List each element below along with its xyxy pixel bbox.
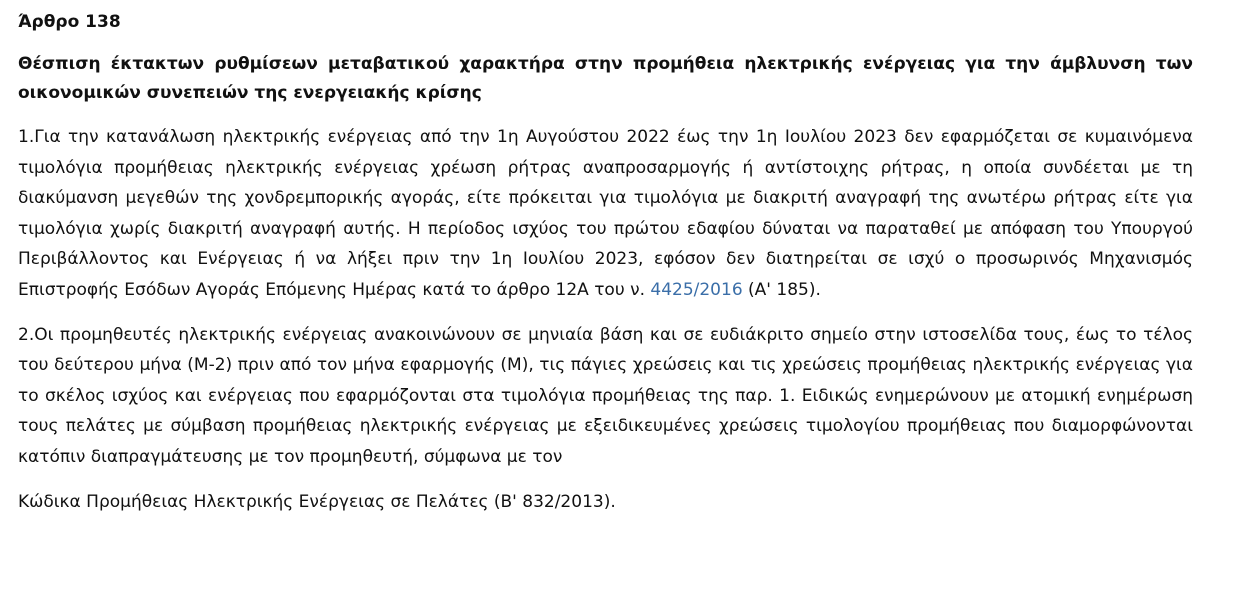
law-4425-2016-link[interactable]: 4425/2016 <box>650 279 743 300</box>
paragraph-2: 2.Οι προμηθευτές ηλεκτρικής ενέργειας ανακοινώνουν σε μηνιαία βάση και σε ευδιάκριτο σημείο στην ιστοσελίδα τους, έως το τέλος του δεύτερου μήνα (Μ-2) πριν από τον μήνα εφαρμογής (Μ), τις πάγιες χρεώσεις και τις χρεώσεις προμήθειας ηλεκτρικής ενέργειας για το σκέλος ισχύος και ενέργειας που εφαρμόζονται στα τιμολόγια προμήθειας της παρ. 1. Ειδικώς ενημερώνουν με ατομική ενημέρωση τους πελάτες με σύμβαση προμήθειας ηλεκτρικής ενέργειας με εξειδικευμένες χρεώσεις τιμολογίου προμήθειας που διαμορφώνονται κατόπιν διαπραγμάτευσης με τον προμηθευτή, σύμφωνα με τον <box>18 324 1193 467</box>
paragraph-3: Κώδικα Προμήθειας Ηλεκτρικής Ενέργειας σε Πελάτες (Β' 832/2013). <box>18 491 616 512</box>
paragraph-1-text: 1.Για την κατανάλωση ηλεκτρικής ενέργειας από την 1η Αυγούστου 2022 έως την 1η Ιουλίου 2023 δεν εφαρμόζεται σε κυμαινόμενα τιμολόγια προμήθειας ηλεκτρικής ενέργειας χρέωση ρήτρας αναπροσαρμογής ή αντίστοιχης ρήτρας, η οποία συνδέεται με τη διακύμανση μεγεθών της χονδρεμπορικής αγοράς, είτε πρόκειται για τιμολόγια με διακριτή αναγραφή της ανωτέρω ρήτρας είτε για τιμολόγια χωρίς διακριτή αναγραφή αυτής. Η περίοδος ισχύος του πρώτου εδαφίου δύναται να παραταθεί με απόφαση του Υπουργού Περιβάλλοντος και Ενέργειας ή να λήξει πριν την 1η Ιουλίου 2023, εφόσον δεν διατηρείται σε ισχύ ο προσωρινός Μηχανισμός Επιστροφής Εσόδων Αγοράς Επόμενης Ημέρας κατά το άρθρο 12Α του ν. <box>18 127 1193 300</box>
paragraph-1 <box>18 122 1193 306</box>
article-heading: Θέσπιση έκτακτων ρυθμίσεων μεταβατικού χαρακτήρα στην προμήθεια ηλεκτρικής ενέργειας για την άμβλυνση των οικονομικών συνεπειών της ενεργειακής κρίσης <box>18 54 1193 103</box>
article-title: Άρθρο 138 <box>18 12 121 32</box>
paragraph-1-tail: (Α' 185). <box>742 279 821 300</box>
